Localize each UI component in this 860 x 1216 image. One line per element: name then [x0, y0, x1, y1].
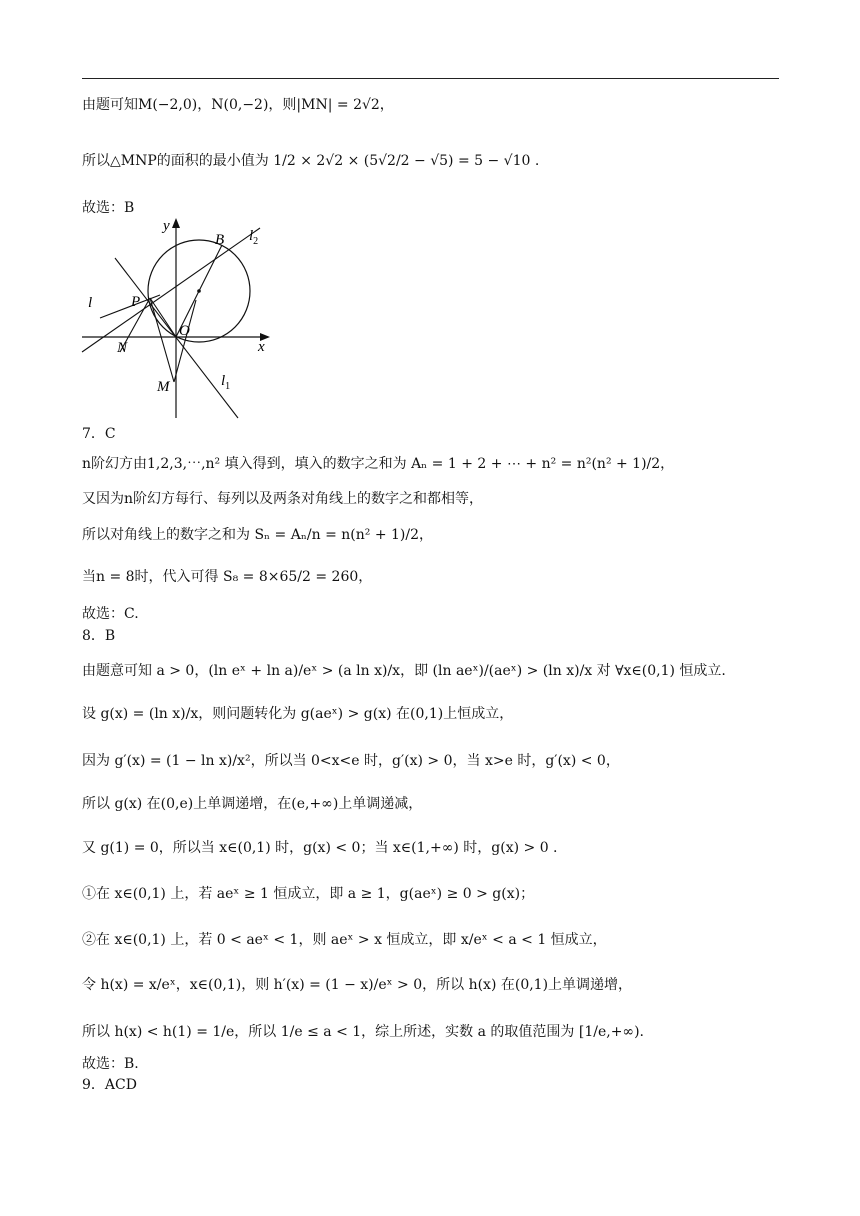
- text-line-6: 又因为n阶幻方每行、每列以及两条对角线上的数字之和都相等，: [82, 491, 484, 507]
- geometry-figure: [78, 214, 288, 424]
- text-line-16: ①在 x∈(0,1) 上，若 aeˣ ≥ 1 恒成立，即 a ≥ 1，g(aeˣ) ≥ 0 > g(x)；: [82, 886, 535, 902]
- text-line-8: 当n = 8时，代入可得 S₈ = 8×65/2 = 260，: [82, 569, 373, 585]
- label-y: y: [163, 218, 170, 234]
- label-x: x: [258, 339, 265, 355]
- label-P: P: [131, 294, 141, 310]
- y-axis-arrow: [172, 218, 180, 228]
- text-line-4: 7．C: [82, 426, 116, 442]
- label-l1: $l_1$: [221, 373, 231, 392]
- text-line-10: 8．B: [82, 628, 116, 644]
- text-line-17: ②在 x∈(0,1) 上，若 0 < aeˣ < 1，则 aeˣ > x 恒成立，即 x/eˣ < a < 1 恒成立，: [82, 932, 607, 948]
- text-line-2: 所以△MNP的面积的最小值为 1/2 × 2√2 × (5√2/2 − √5) = 5 − √10 .: [82, 153, 540, 169]
- text-line-13: 因为 g′(x) = (1 − ln x)/x²，所以当 0<x<e 时，g′(x) > 0，当 x>e 时，g′(x) < 0，: [82, 753, 620, 769]
- label-l: l: [88, 295, 93, 311]
- label-M: M: [157, 379, 170, 395]
- header-rule: [82, 78, 779, 79]
- text-line-5: n阶幻方由1,2,3,⋯,n² 填入得到，填入的数字之和为 Aₙ = 1 + 2 + ⋯ + n² = n²(n² + 1)/2，: [82, 456, 675, 472]
- segment-PO: [150, 298, 176, 337]
- text-line-1: 由题可知M(−2,0)，N(0,−2)，则|MN| = 2√2，: [82, 97, 394, 113]
- text-line-12: 设 g(x) = (ln x)/x，则问题转化为 g(aeˣ) > g(x) 在(0,1)上恒成立，: [82, 706, 514, 722]
- text-line-3: 故选：B: [82, 200, 135, 216]
- segment-MO: [174, 300, 196, 382]
- text-line-7: 所以对角线上的数字之和为 Sₙ = Aₙ/n = n(n² + 1)/2，: [82, 527, 433, 543]
- label-B: B: [215, 232, 225, 248]
- label-l2: $l_2$: [249, 228, 259, 247]
- text-line-20: 故选：B.: [82, 1056, 139, 1072]
- label-O: O: [179, 323, 190, 339]
- label-N: N: [117, 340, 128, 356]
- segment-PM: [150, 298, 174, 382]
- text-line-9: 故选：C.: [82, 606, 139, 622]
- text-line-18: 令 h(x) = x/eˣ，x∈(0,1)，则 h′(x) = (1 − x)/eˣ > 0，所以 h(x) 在(0,1)上单调递增，: [82, 977, 633, 993]
- text-line-21: 9．ACD: [82, 1077, 137, 1093]
- text-line-19: 所以 h(x) < h(1) = 1/e，所以 1/e ≤ a < 1，综上所述，实数 a 的取值范围为 [1/e,+∞).: [82, 1024, 645, 1040]
- text-line-11: 由题意可知 a > 0，(ln eˣ + ln a)/eˣ > (a ln x)/x，即 (ln aeˣ)/(aeˣ) > (ln x)/x 对 ∀x∈(0,1) 恒成立.: [82, 663, 726, 679]
- center-dot: [197, 289, 201, 293]
- text-line-14: 所以 g(x) 在(0,e)上单调递增，在(e,+∞)上单调递减，: [82, 796, 423, 812]
- text-line-15: 又 g(1) = 0，所以当 x∈(0,1) 时，g(x) < 0；当 x∈(1,+∞) 时，g(x) > 0 .: [82, 840, 558, 856]
